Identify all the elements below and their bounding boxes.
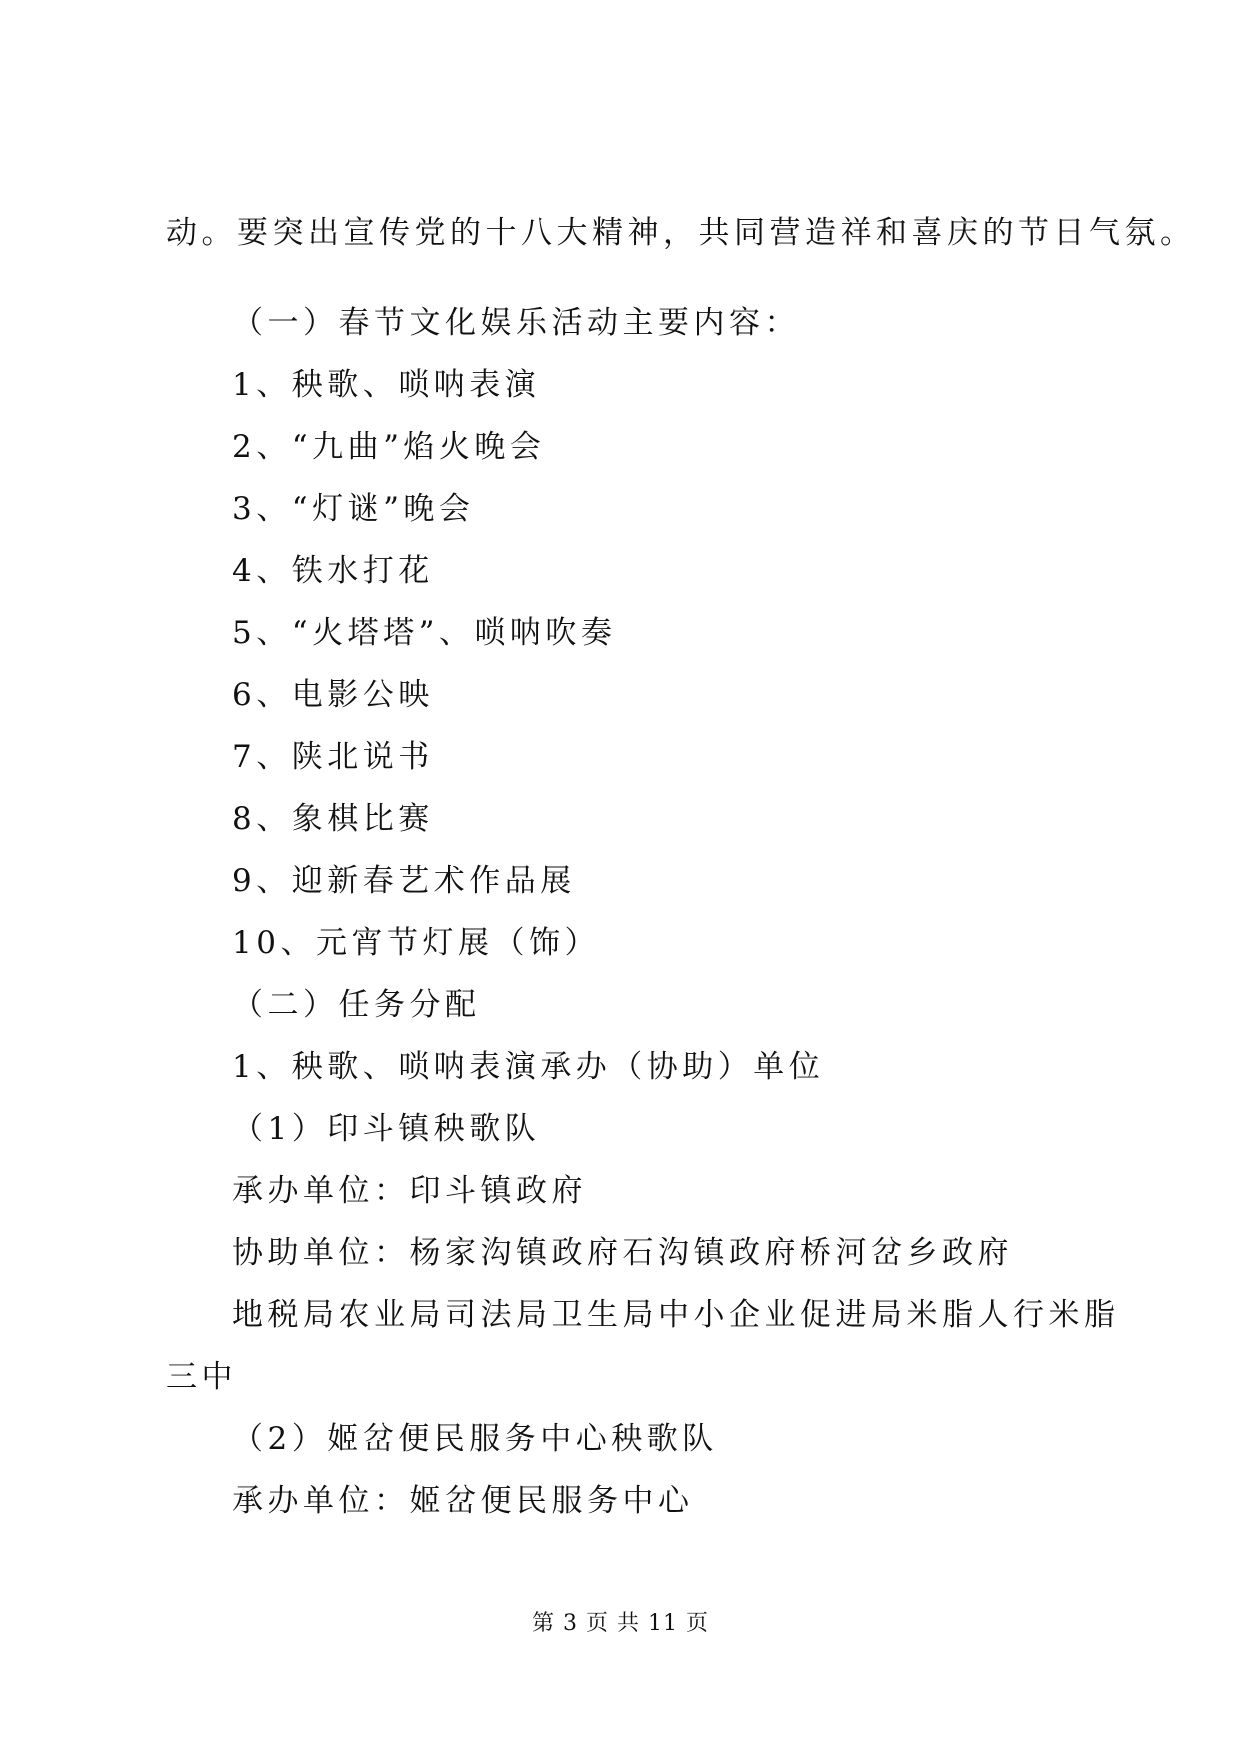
section-heading: （二）任务分配: [232, 987, 481, 1023]
assist-units-continued: 三中: [166, 1359, 237, 1395]
paragraph-line: 动。要突出宣传党的十八大精神，共同营造祥和喜庆的节日气氛。: [166, 215, 1196, 251]
host-unit: 承办单位：姬岔便民服务中心: [232, 1483, 694, 1519]
section-heading: （一）春节文化娱乐活动主要内容：: [232, 305, 800, 341]
subsection-heading: 1、秧歌、唢呐表演承办（协助）单位: [232, 1049, 825, 1085]
list-item: 10、元宵节灯展（饰）: [232, 925, 600, 961]
host-unit: 承办单位：印斗镇政府: [232, 1173, 587, 1209]
page-footer: 第 3 页 共 11 页: [532, 1611, 709, 1636]
team-heading: （2）姬岔便民服务中心秧歌队: [232, 1421, 718, 1457]
assist-units-continued: 地税局农业局司法局卫生局中小企业促进局米脂人行米脂: [232, 1297, 1120, 1333]
team-heading: （1）印斗镇秧歌队: [232, 1111, 541, 1147]
list-item: 9、迎新春艺术作品展: [232, 863, 576, 899]
list-item: 6、电影公映: [232, 677, 434, 713]
list-item: 1、秧歌、唢呐表演: [232, 367, 541, 403]
list-item: 7、陕北说书: [232, 739, 434, 775]
list-item: 2、“九曲”焰火晚会: [232, 429, 546, 465]
list-item: 8、象棋比赛: [232, 801, 434, 837]
list-item: 3、“灯谜”晚会: [232, 491, 475, 527]
list-item: 4、铁水打花: [232, 553, 434, 589]
list-item: 5、“火塔塔”、唢呐吹奏: [232, 615, 617, 651]
assist-units: 协助单位：杨家沟镇政府石沟镇政府桥河岔乡政府: [232, 1235, 1013, 1271]
